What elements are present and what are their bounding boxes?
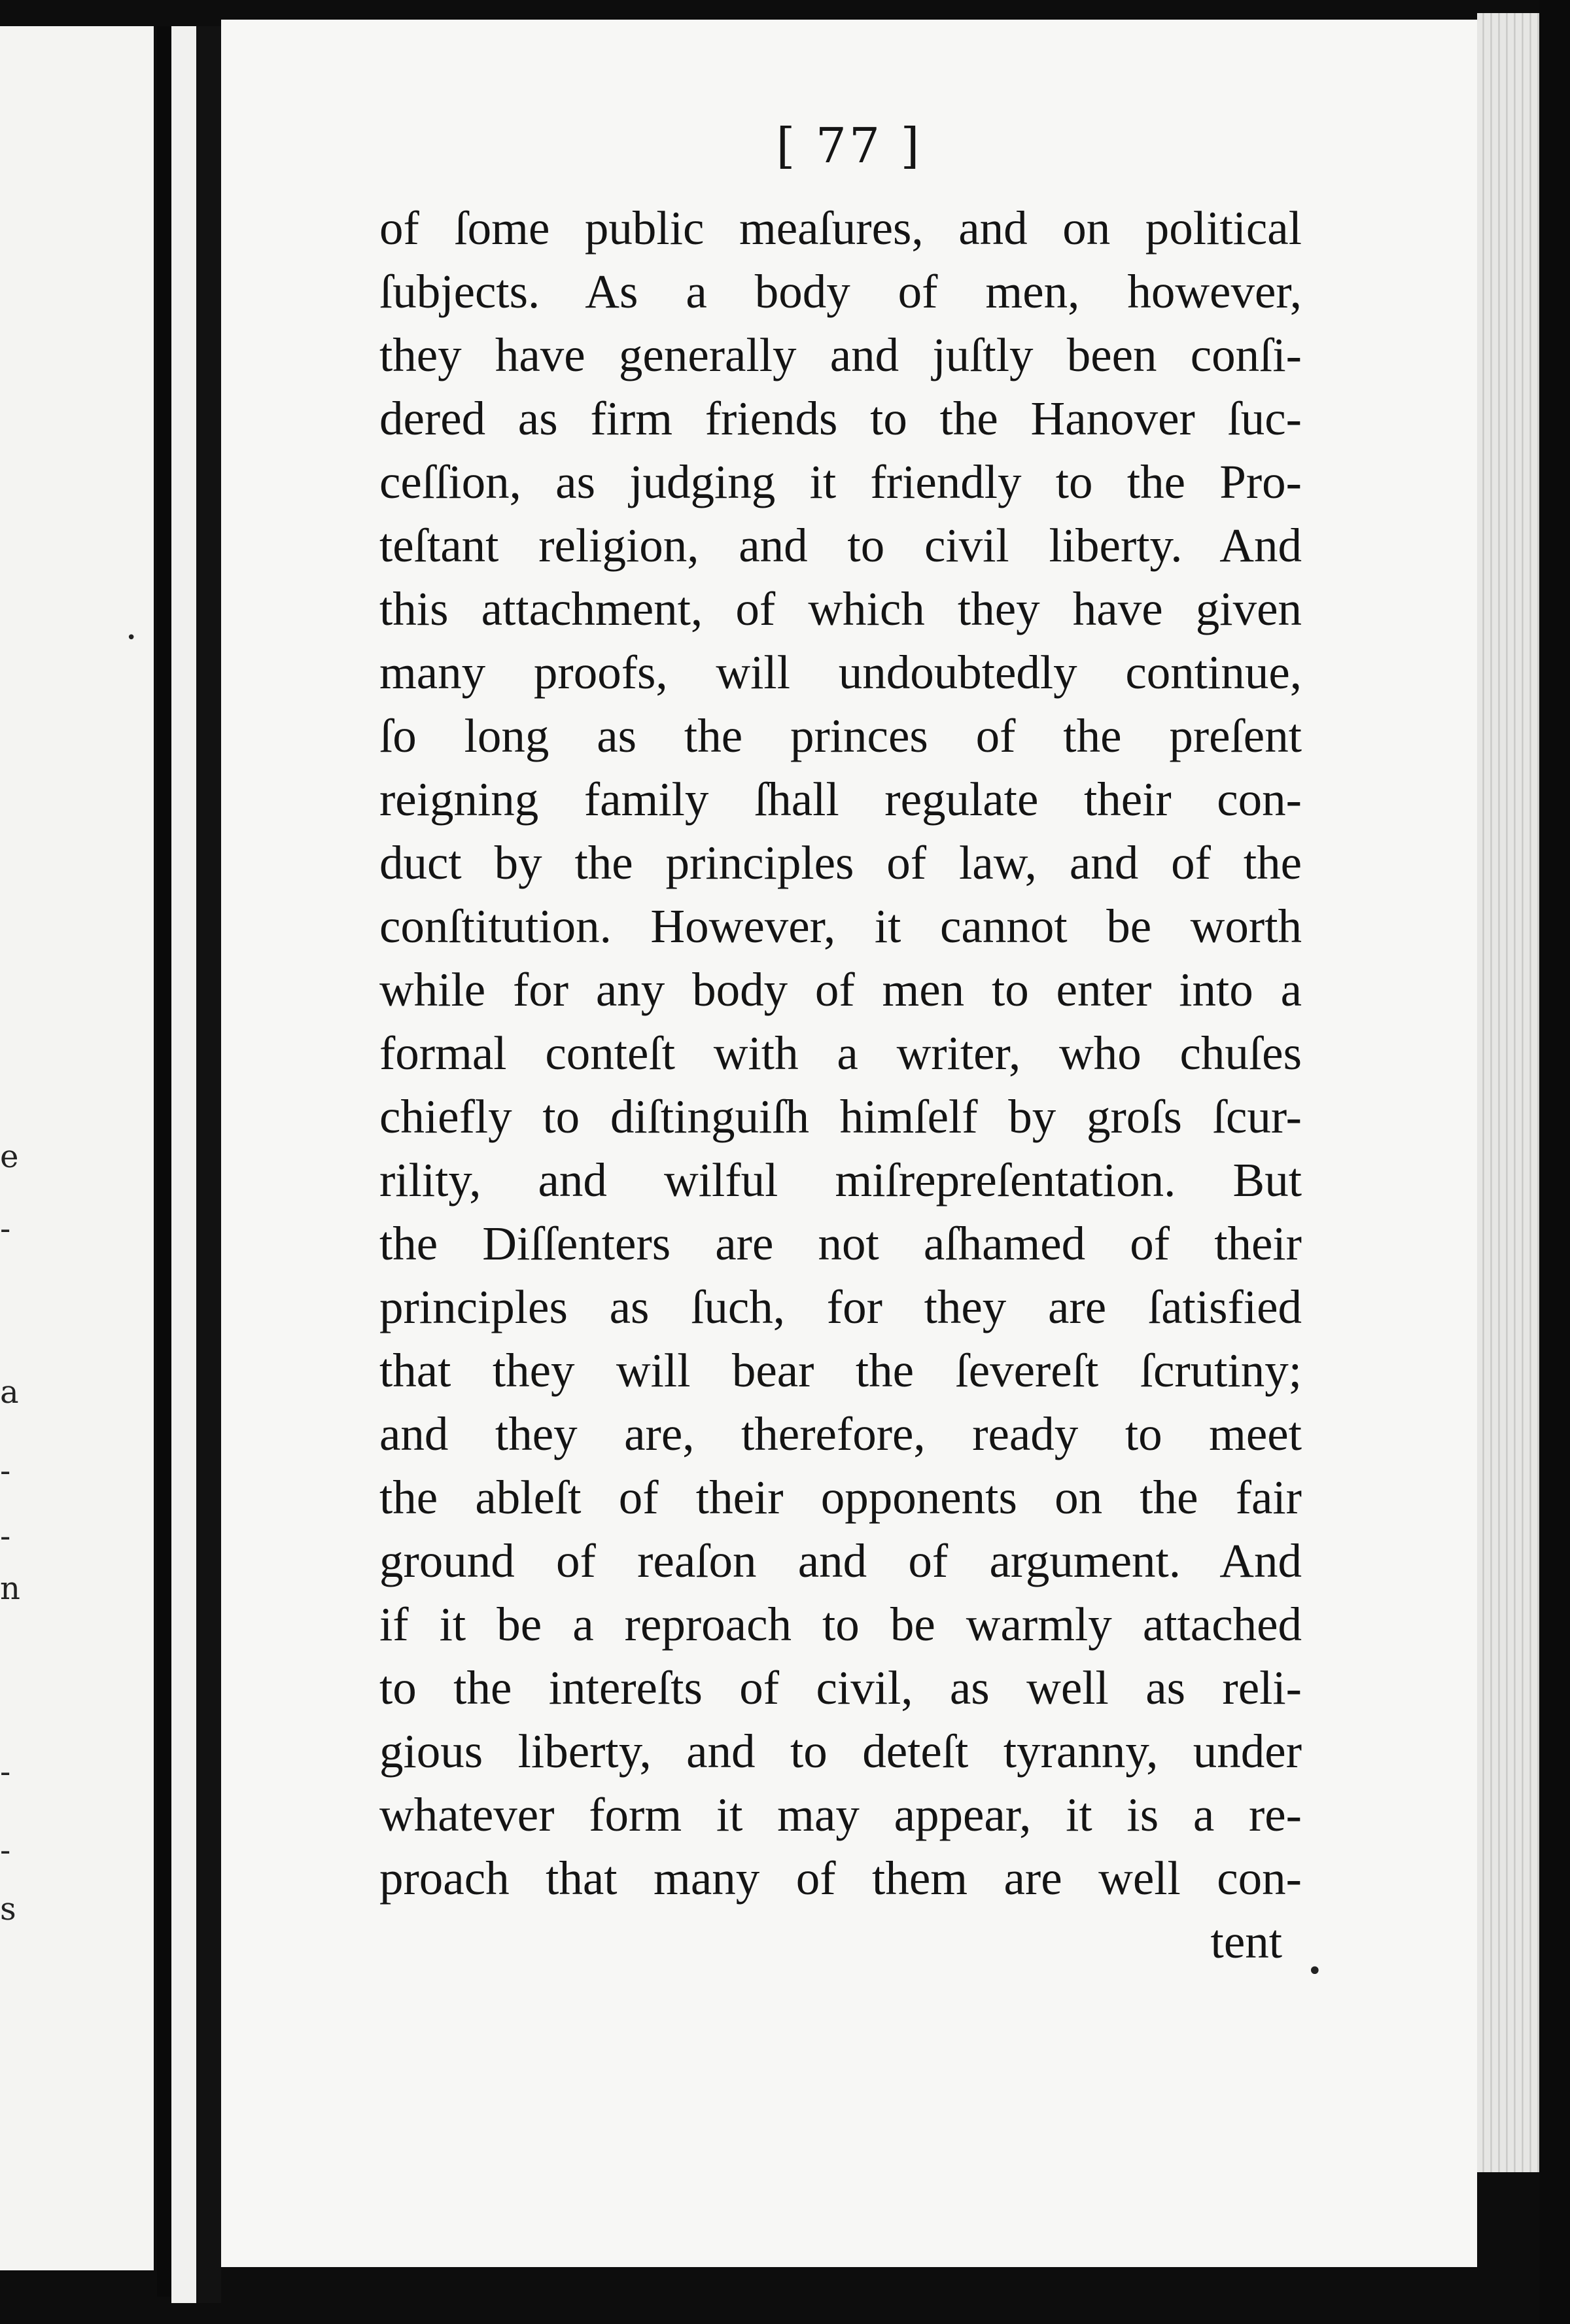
text-line: the ableſt of their opponents on the fair <box>379 1471 1302 1524</box>
edge-fragment: n <box>0 1570 20 1607</box>
text-line: dered as firm friends to the Hanover ſuc- <box>379 392 1302 445</box>
left-adjacent-page <box>0 26 154 2270</box>
text-line: to the intereſts of civil, as well as reli- <box>379 1661 1302 1714</box>
text-line: whatever form it may appear, it is a re- <box>379 1788 1302 1841</box>
text-line: the Diſſenters are not aſhamed of their <box>379 1217 1302 1270</box>
catchword: tent <box>1210 1915 1282 1968</box>
text-line: ſo long as the princes of the preſent <box>379 709 1302 762</box>
text-line: this attachment, of which they have given <box>379 582 1302 635</box>
text-line: and they are, therefore, ready to meet <box>379 1407 1302 1460</box>
text-line: ſubjects. As a body of men, however, <box>379 265 1302 318</box>
text-line: duct by the principles of law, and of the <box>379 836 1302 889</box>
page-number: [ 77 ] <box>776 118 922 174</box>
left-page-edge-fragments <box>0 1138 26 1989</box>
edge-fragment: - <box>0 1753 11 1790</box>
text-line: they have generally and juſtly been conſi- <box>379 328 1302 381</box>
edge-fragment: a <box>0 1374 19 1411</box>
edge-fragment: s <box>0 1891 16 1928</box>
edge-fragment: e <box>0 1138 19 1175</box>
page-fore-edge <box>1477 13 1539 2172</box>
text-line: rility, and wilful miſrepreſentation. But <box>379 1153 1302 1206</box>
text-line: formal conteſt with a writer, who chuſes <box>379 1027 1302 1080</box>
edge-fragment: - <box>0 1518 11 1555</box>
text-line: chiefly to diſtinguiſh himſelf by groſs ſcur- <box>379 1090 1302 1143</box>
text-line: of ſome public meaſures, and on political <box>379 202 1302 255</box>
text-line: while for any body of men to enter into a <box>379 963 1302 1016</box>
text-line: if it be a reproach to be warmly attached <box>379 1598 1302 1651</box>
scan-background-right <box>1539 0 1570 2324</box>
edge-fragment: - <box>0 1452 11 1489</box>
text-line: ceſſion, as judging it friendly to the Pro- <box>379 455 1302 508</box>
book-page <box>126 20 1477 2267</box>
left-gutter-rule <box>157 26 171 2297</box>
edge-fragment: - <box>0 1832 11 1869</box>
edge-fragment: - <box>0 1210 11 1247</box>
text-line: gious liberty, and to deteſt tyranny, under <box>379 1725 1302 1778</box>
ink-speck: • <box>126 628 137 648</box>
text-line: principles as ſuch, for they are ſatisfied <box>379 1280 1302 1333</box>
text-line: many proofs, will undoubtedly continue, <box>379 646 1302 699</box>
text-line: conſtitution. However, it cannot be worth <box>379 900 1302 953</box>
text-line: reigning family ſhall regulate their con- <box>379 773 1302 826</box>
gutter-shadow <box>196 26 221 2303</box>
text-line: ground of reaſon and of argument. And <box>379 1534 1302 1587</box>
text-line: teſtant religion, and to civil liberty. And <box>379 519 1302 572</box>
text-line: that they will bear the ſevereſt ſcrutiny; <box>379 1344 1302 1397</box>
text-line: proach that many of them are well con- <box>379 1852 1302 1905</box>
ink-speck: • <box>1307 1956 1323 1986</box>
body-text <box>379 196 1302 1973</box>
